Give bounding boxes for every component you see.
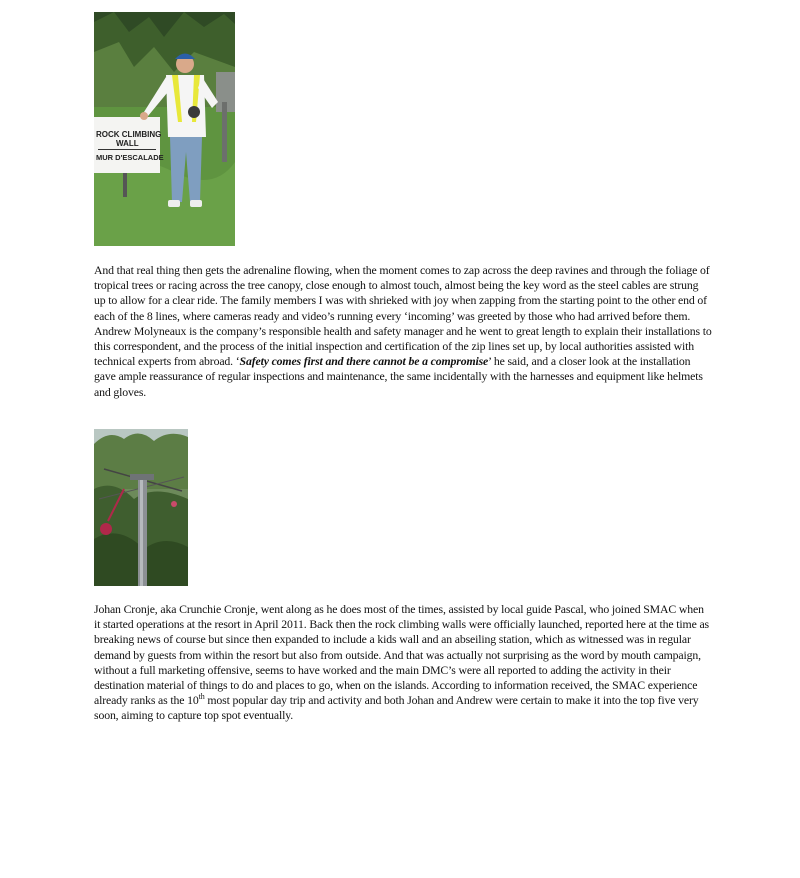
paragraph-safety-start: Andrew Molyneaux is the company’s responsible health and safety manager and he went to great length to explain their installations to this correspondent, and the process of the initial inspection and certification of the zip lines set up, by local authorities assisted with technical experts from abroad. ‘ xyxy=(94,323,712,369)
paragraph-zip-ride: And that real thing then gets the adrenaline flowing, when the moment comes to zap across the deep ravines and through the foliage of tropical trees or racing across the tree canopy, close enough to almost touch, almost being the key word as the steel cables are strung up to allow for a clear ride. The family members I was with shrieked with joy when zapping from the starting point to the other end of each of the 8 lines, where cameras ready and video’s running every ‘incoming’ was greeted by those who had arrived before them. xyxy=(94,263,710,323)
climbing-wall-photo xyxy=(94,12,235,246)
safety-quote: Safety comes first and there cannot be a compromise xyxy=(239,354,489,369)
sign-text-1: ROCK CLIMBING xyxy=(96,130,162,139)
sign-text-3: MUR D'ESCALADE xyxy=(96,153,164,162)
article-text-block-1 xyxy=(94,263,712,400)
paragraph-smac-end: most popular day trip and activity and both Johan and Andrew were certain to make it into the top five very soon, aiming to capture top spot eventually. xyxy=(94,693,699,723)
article-text-block-2 xyxy=(94,602,712,724)
paragraph-safety-end: ’ he said, and a closer look at the installation gave ample reassurance of regular inspections and maintenance, the same incidentally with the harnesses and equipment like helmets and gloves. xyxy=(94,354,703,399)
paragraph-safety xyxy=(94,324,712,400)
sign-text-2: WALL xyxy=(116,139,139,148)
zip-line-pole-photo xyxy=(94,429,188,586)
paragraph-smac xyxy=(94,602,712,724)
ordinal-suffix: th xyxy=(198,692,205,702)
paragraph-smac-start: Johan Cronje, aka Crunchie Cronje, went along as he does most of the times, assisted by local guide Pascal, who joined SMAC when it started operations at the resort in April 2011. Back then the rock climbing walls were officially launched, reported here at the time as breaking news of course but since then expanded to include a kids wall and an abseiling station, which as witnessed was in regular demand by guests from within the resort but also from outside. And that was actually not surprising as the word by mouth campaign, without a full marketing offensive, seems to have worked and the main DMC’s were all reported to adding the activity in their destination material of things to do and places to go, when on the islands. According to information received, the SMAC experience already ranks as the 10 xyxy=(94,602,709,708)
